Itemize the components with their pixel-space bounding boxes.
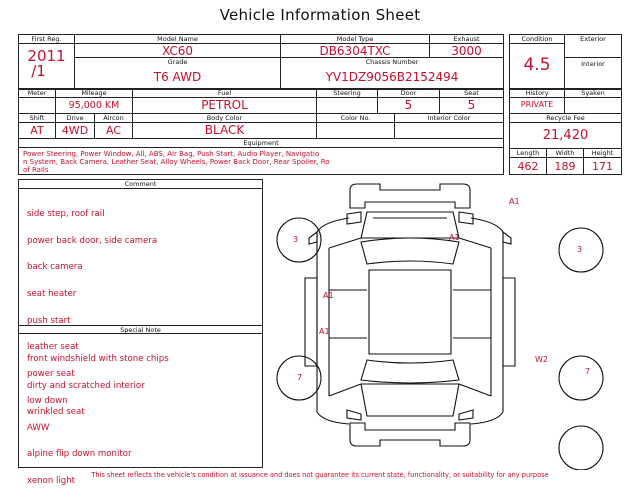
model-type-value: DB6304TXC	[319, 44, 391, 58]
special-note-item: wrinkled seat	[27, 407, 85, 418]
chassis-value: YV1DZ9056B2152494	[325, 70, 459, 84]
comment-item: xenon light	[27, 476, 76, 486]
aircon-cell	[94, 113, 133, 139]
comment-item: power seat	[27, 369, 75, 380]
comment-item: AWW	[27, 422, 50, 433]
interior-cell	[564, 57, 622, 90]
special-note-item: front windshield with stone chips	[27, 353, 169, 364]
steering-label: Steering	[317, 89, 377, 98]
meter-label: Meter	[19, 89, 55, 98]
steering-cell	[316, 88, 378, 114]
comment-item: side step, roof rail	[27, 208, 105, 219]
wheel-circles	[277, 218, 603, 470]
width-label: Width	[547, 149, 583, 158]
interior-label: Interior	[581, 60, 605, 68]
wheel-mark-front-right: 3	[577, 245, 583, 254]
seat-cell	[439, 88, 504, 114]
aircon-value: AC	[105, 124, 121, 137]
model-name-cell	[74, 34, 281, 58]
drive-label: Drive	[56, 114, 94, 123]
model-name-label: Model Name	[75, 35, 280, 44]
damage-mark-right-rear: W2	[535, 355, 548, 364]
door-cell	[377, 88, 440, 114]
syaken-label: Syaken	[565, 89, 621, 98]
height-cell	[583, 148, 622, 175]
comment-item: alpine flip down monitor	[27, 449, 132, 460]
height-label: Height	[584, 149, 621, 158]
mileage-label: Mileage	[56, 89, 132, 98]
body-color-value: BLACK	[204, 123, 245, 137]
door-value: 5	[404, 98, 413, 112]
page-title: Vehicle Information Sheet	[219, 6, 421, 24]
width-cell	[546, 148, 584, 175]
seat-value: 5	[467, 98, 476, 112]
wheel-rear-right	[559, 356, 603, 400]
condition-score: 4.5	[523, 55, 551, 75]
fuel-cell	[132, 88, 317, 114]
wheel-front-left	[277, 218, 321, 262]
exterior-cell	[564, 34, 622, 58]
mileage-value: 95,000 KM	[68, 100, 120, 111]
damage-mark-front-bumper: A1	[509, 197, 520, 206]
chassis-label: Chassis Number	[365, 58, 419, 66]
first-reg-cell	[18, 34, 75, 90]
seat-label: Seat	[440, 89, 503, 98]
fuel-value: PETROL	[201, 98, 248, 112]
comment-item: seat heater	[27, 288, 77, 299]
model-name-value: XC60	[162, 44, 193, 58]
wheel-mark-rear-left: 7	[297, 373, 303, 382]
disclaimer-text: This sheet reflects the vehicle's condition at issuance and does not guarantee its current state, functionality, or suitability for any purpose	[91, 471, 549, 479]
color-no-label: Color No.	[317, 114, 394, 123]
drive-value: 4WD	[61, 124, 89, 137]
history-value: PRIVATE	[520, 100, 554, 109]
interior-color-label: Interior Color	[395, 114, 503, 123]
length-value: 462	[517, 160, 539, 173]
door-label: Door	[378, 89, 439, 98]
drive-cell	[55, 113, 95, 139]
wheel-mark-rear-right: 7	[585, 367, 591, 376]
exhaust-value: 3000	[451, 44, 482, 58]
comment-item: push start	[27, 315, 71, 326]
mileage-cell	[55, 88, 133, 114]
comment-item: leather seat	[27, 342, 79, 353]
grade-value: T6 AWD	[153, 70, 202, 84]
chassis-cell	[280, 57, 504, 90]
recycle-cell	[509, 113, 622, 149]
body-color-cell	[132, 113, 317, 139]
first-reg-label: First Reg.	[19, 35, 74, 44]
color-no-cell	[316, 113, 395, 139]
equipment-line-3: of Rails	[23, 166, 49, 174]
condition-label: Condition	[510, 35, 564, 44]
first-reg-month: /1	[31, 62, 46, 80]
exterior-label: Exterior	[580, 35, 606, 43]
length-cell	[509, 148, 547, 175]
wheel-mark-front-left: 3	[293, 235, 299, 244]
equipment-label: Equipment	[19, 139, 503, 148]
width-value: 189	[554, 160, 576, 173]
exhaust-label: Exhaust	[430, 35, 503, 44]
recycle-label: Recycle Fee	[510, 114, 621, 123]
comment-box	[18, 179, 263, 486]
shift-label: Shift	[19, 114, 55, 123]
shift-cell	[18, 113, 56, 139]
recycle-fee-value: 21,420	[542, 128, 589, 143]
aircon-label: Aircon	[95, 114, 132, 123]
damage-mark-left-rear-door: A1	[319, 327, 330, 336]
car-damage-diagram	[265, 178, 625, 470]
body-color-label: Body Color	[133, 114, 316, 123]
history-cell	[509, 88, 565, 114]
special-note-label: Special Note	[19, 325, 262, 334]
model-type-label: Model Type	[281, 35, 429, 44]
meter-cell	[18, 88, 56, 114]
equipment-line-1: Power Steering, Power Window, All, ABS, Air Bag, Push Start, Audio Player, Navigatio	[23, 150, 320, 158]
model-type-cell	[280, 34, 430, 58]
equipment-line-2: n System, Back Camera, Leather Seat, Alloy Wheels, Power Back Door, Rear Spoiler, Ro	[23, 158, 330, 166]
comment-label: Comment	[19, 180, 262, 189]
height-value: 171	[592, 160, 613, 173]
exhaust-cell	[429, 34, 504, 58]
spare-tire	[559, 426, 603, 470]
equipment-cell	[18, 138, 504, 175]
special-note-list	[27, 337, 169, 435]
fuel-label: Fuel	[133, 89, 316, 98]
first-reg-year: 2011	[27, 47, 66, 65]
grade-cell	[74, 57, 281, 90]
car-outline	[305, 184, 515, 446]
shift-value: AT	[30, 124, 44, 137]
comment-item: power back door, side camera	[27, 235, 158, 246]
condition-cell	[509, 34, 565, 90]
syaken-cell	[564, 88, 622, 114]
damage-mark-left-front-door: A1	[323, 291, 334, 300]
comment-item: back camera	[27, 262, 83, 273]
length-label: Length	[510, 149, 546, 158]
history-label: History	[510, 89, 564, 98]
damage-mark-hood: A1	[449, 233, 460, 242]
grade-label: Grade	[167, 58, 188, 66]
comment-item: low down	[27, 395, 68, 406]
special-note-item: dirty and scratched interior	[27, 380, 145, 391]
interior-color-cell	[394, 113, 504, 139]
